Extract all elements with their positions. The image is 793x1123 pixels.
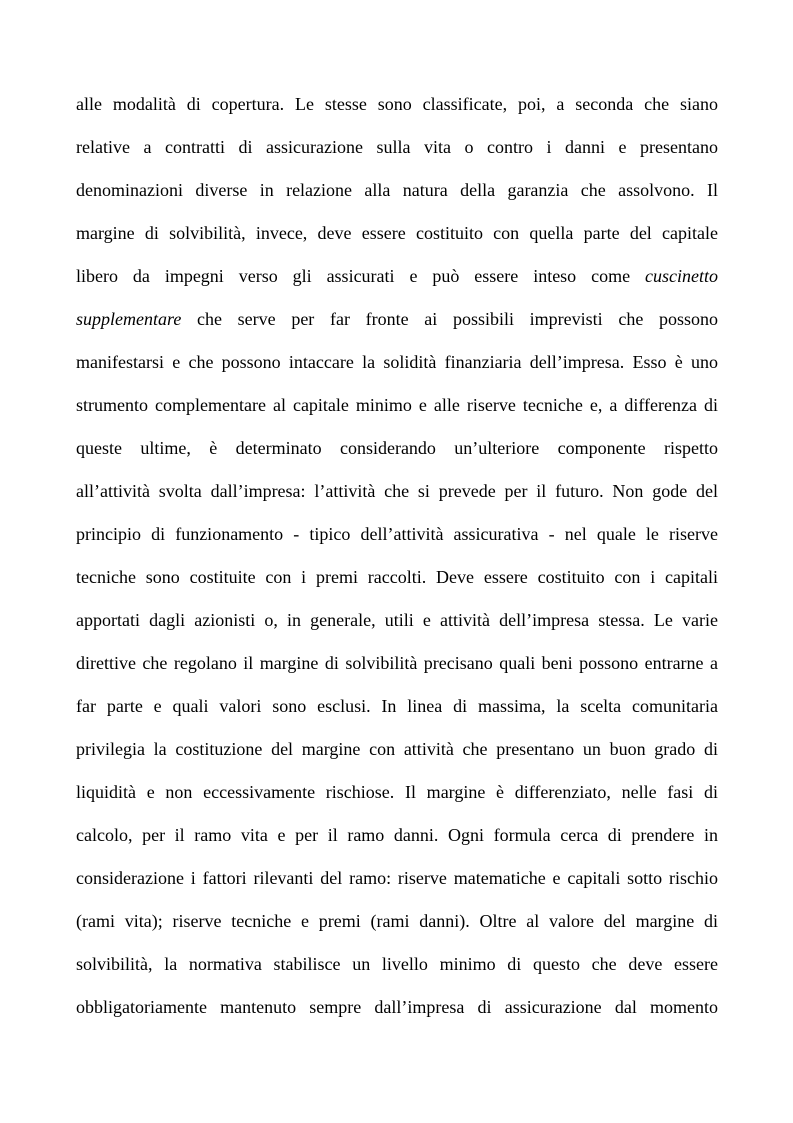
- text-line: considerazione i fattori rilevanti del ramo: riserve matematiche e capitali sotto rischio: [76, 868, 718, 888]
- text-line: direttive che regolano il margine di solvibilità precisano quali beni possono entrarne a: [76, 653, 718, 673]
- text-line: manifestarsi e che possono intaccare la solidità finanziaria dell’impresa. Esso è uno: [76, 352, 718, 372]
- text-segment: libero da impegni verso gli assicurati e può essere inteso come: [76, 266, 631, 286]
- text-segment: che serve per far fronte ai possibili imprevisti che possono: [197, 309, 718, 329]
- body-paragraph: [76, 88, 718, 1034]
- text-line: [76, 260, 718, 303]
- text-line: relative a contratti di assicurazione sulla vita o contro i danni e presentano: [76, 137, 718, 157]
- text-line: tecniche sono costituite con i premi raccolti. Deve essere costituito con i capitali: [76, 567, 718, 587]
- text-line: far parte e quali valori sono esclusi. In linea di massima, la scelta comunitaria: [76, 696, 718, 716]
- text-line: calcolo, per il ramo vita e per il ramo danni. Ogni formula cerca di prendere in: [76, 825, 718, 845]
- text-line: alle modalità di copertura. Le stesse sono classificate, poi, a seconda che siano: [76, 94, 718, 114]
- text-line: principio di funzionamento - tipico dell’attività assicurativa - nel quale le riserve: [76, 524, 718, 544]
- text-line: privilegia la costituzione del margine con attività che presentano un buon grado di: [76, 739, 718, 759]
- text-line: queste ultime, è determinato considerando un’ulteriore componente rispetto: [76, 438, 718, 458]
- text-line: apportati dagli azionisti o, in generale, utili e attività dell’impresa stessa. Le varie: [76, 610, 718, 630]
- text-line: solvibilità, la normativa stabilisce un livello minimo di questo che deve essere: [76, 954, 718, 974]
- text-line: all’attività svolta dall’impresa: l’attività che si prevede per il futuro. Non gode del: [76, 481, 718, 501]
- text-line: [76, 303, 718, 346]
- text-line: (rami vita); riserve tecniche e premi (rami danni). Oltre al valore del margine di: [76, 911, 718, 931]
- text-line: strumento complementare al capitale minimo e alle riserve tecniche e, a differenza di: [76, 395, 718, 415]
- text-line: obbligatoriamente mantenuto sempre dall’impresa di assicurazione dal momento: [76, 997, 718, 1017]
- italic-term: supplementare: [76, 309, 182, 329]
- text-line: denominazioni diverse in relazione alla natura della garanzia che assolvono. Il: [76, 180, 718, 200]
- italic-term: cuscinetto: [645, 266, 718, 286]
- text-line: liquidità e non eccessivamente rischiose. Il margine è differenziato, nelle fasi di: [76, 782, 718, 802]
- text-line: margine di solvibilità, invece, deve essere costituito con quella parte del capitale: [76, 223, 718, 243]
